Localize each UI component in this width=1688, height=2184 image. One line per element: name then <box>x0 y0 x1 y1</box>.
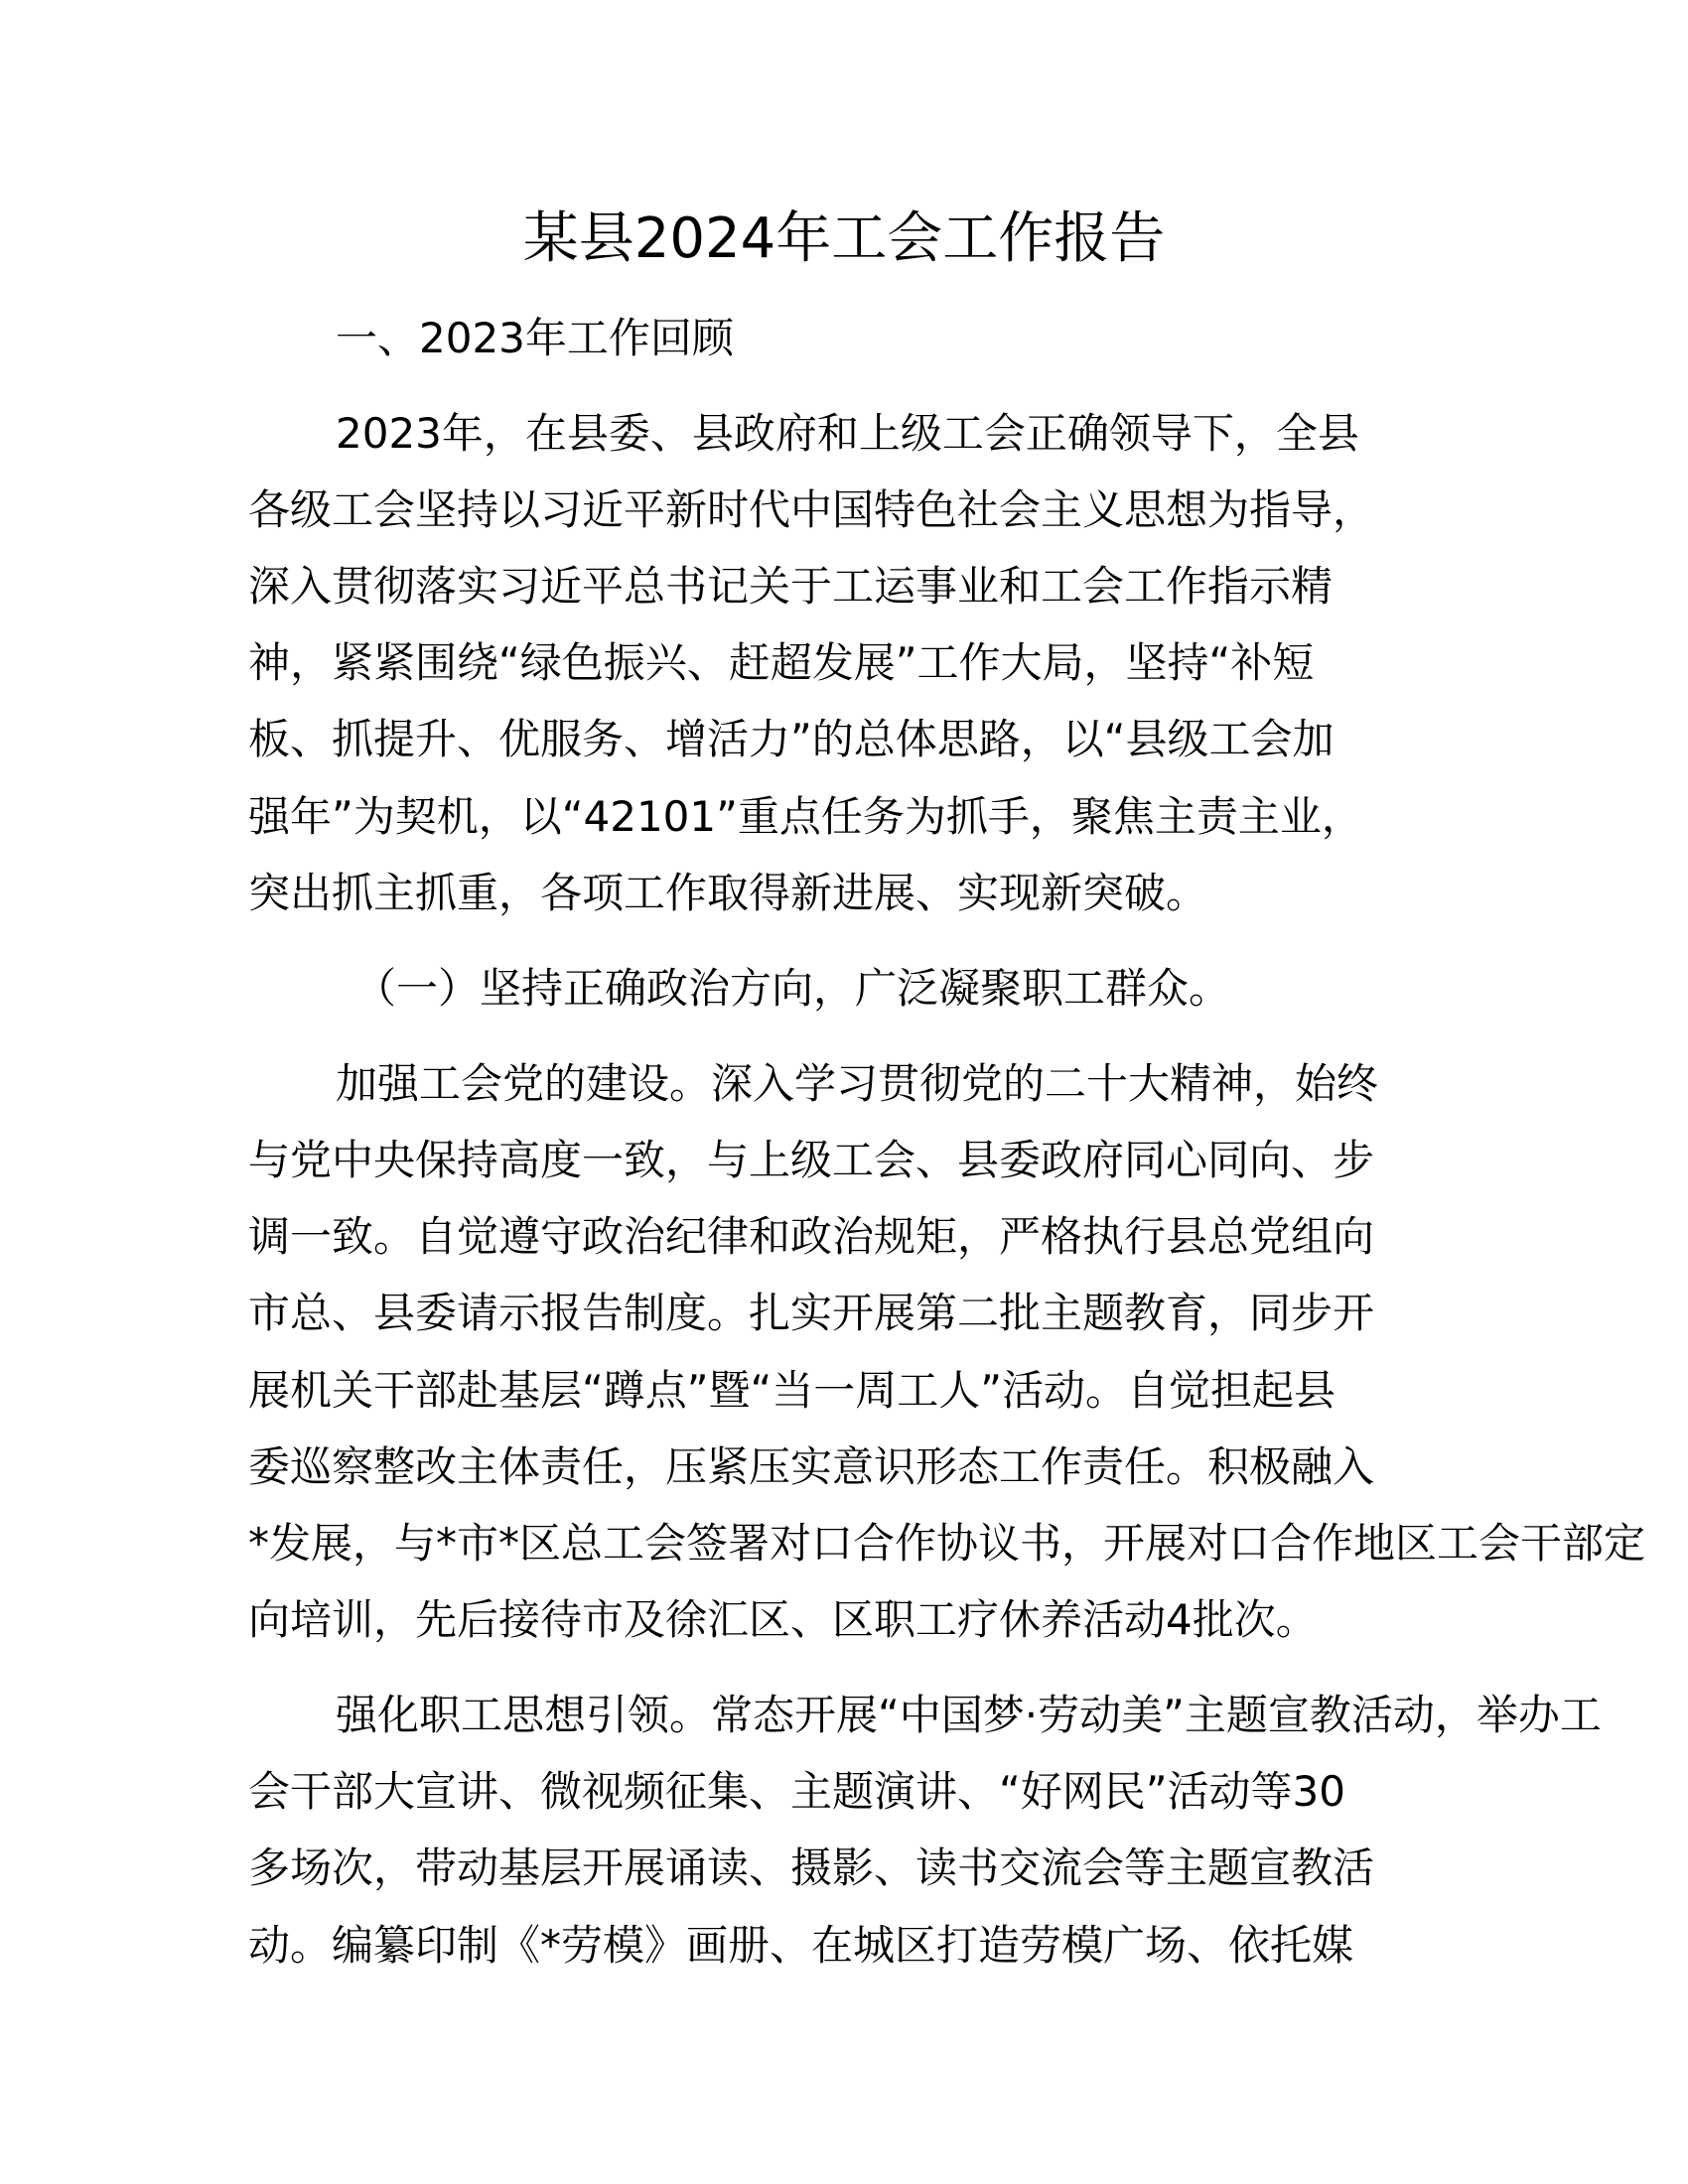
ideology-line-3: 多场次，带动基层开展诵读、摄影、读书交流会等主题宣教活 <box>248 1843 1375 1892</box>
intro-line-2: 各级工会坚持以习近平新时代中国特色社会主义思想为指导， <box>248 485 1375 534</box>
intro-line-5: 板、抓提升、优服务、增活力”的总体思路，以“县级工会加 <box>248 715 1335 763</box>
document-title: 某县2024年工会工作报告 <box>522 206 1166 271</box>
party-line-8: 向培训，先后接待市及徐汇区、区职工疗休养活动4批次。 <box>248 1595 1318 1644</box>
section-heading: 一、2023年工作回顾 <box>336 314 734 362</box>
party-line-2: 与党中央保持高度一致，与上级工会、县委政府同心同向、步 <box>248 1136 1375 1184</box>
party-line-5: 展机关干部赴基层“蹲点”暨“当一周工人”活动。自觉担起县 <box>248 1366 1336 1415</box>
party-line-6: 委巡察整改主体责任，压紧压实意识形态工作责任。积极融入 <box>248 1442 1375 1491</box>
party-line-3: 调一致。自觉遵守政治纪律和政治规矩，严格执行县总党组向 <box>248 1212 1375 1261</box>
ideology-line-1: 强化职工思想引领。常态开展“中国梦·劳动美”主题宣教活动，举办工 <box>336 1691 1602 1739</box>
ideology-line-4: 动。编纂印制《*劳模》画册、在城区打造劳模广场、依托媒 <box>248 1921 1354 1970</box>
party-line-4: 市总、县委请示报告制度。扎实开展第二批主题教育，同步开 <box>248 1289 1375 1337</box>
intro-line-1: 2023年，在县委、县政府和上级工会正确领导下，全县 <box>336 409 1359 458</box>
subsection-heading: （一）坚持正确政治方向，广泛凝聚职工群众。 <box>354 964 1231 1013</box>
party-line-1: 加强工会党的建设。深入学习贯彻党的二十大精神，始终 <box>336 1059 1379 1108</box>
intro-line-6: 强年”为契机，以“42101”重点任务为抓手，聚焦主责主业， <box>248 792 1363 841</box>
intro-line-7: 突出抓主抓重，各项工作取得新进展、实现新突破。 <box>248 869 1208 917</box>
ideology-line-2: 会干部大宣讲、微视频征集、主题演讲、“好网民”活动等30 <box>248 1767 1345 1816</box>
intro-line-3: 深入贯彻落实习近平总书记关于工运事业和工会工作指示精 <box>248 562 1334 611</box>
intro-line-4: 神，紧紧围绕“绿色振兴、赶超发展”工作大局，坚持“补短 <box>248 638 1315 687</box>
party-line-7: *发展，与*市*区总工会签署对口合作协议书，开展对口合作地区工会干部定 <box>248 1519 1646 1568</box>
